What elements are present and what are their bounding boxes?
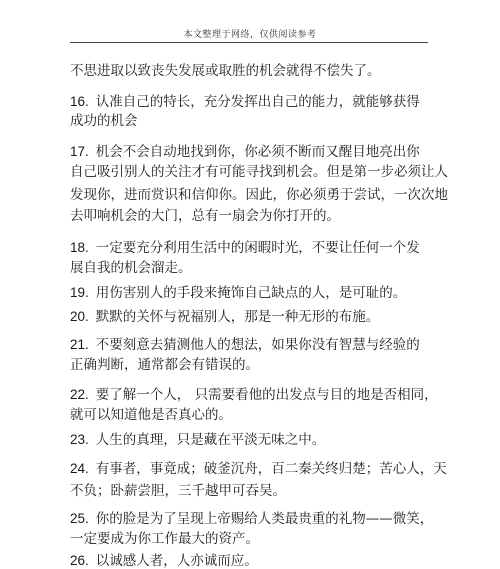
item-number: 16.	[70, 94, 89, 109]
paragraph-22-line: 就可以知道他是否真心的。	[70, 407, 232, 423]
paragraph-25-line: 25. 你的脸是为了呈现上帝赐给人类最贵重的礼物——微笑，	[70, 511, 434, 527]
paragraph-22-line: 22. 要了解一个人， 只需要看他的出发点与目的地是否相同，	[70, 387, 438, 403]
paragraph-line: 不思进取以致丧失发展或取胜的机会就得不偿失了。	[70, 63, 381, 79]
item-number: 20.	[70, 309, 89, 324]
paragraph-18-line: 展自我的机会溜走。	[70, 260, 192, 276]
paragraph-18-line: 18. 一定要充分利用生活中的闲暇时光，不要让任何一个发	[70, 240, 420, 256]
item-number: 21.	[70, 337, 89, 352]
paragraph-24-line: 不负；卧薪尝胆，三千越甲可吞吴。	[70, 483, 286, 499]
paragraph-17-line: 发现你，进而赏识和信仰你。因此，你必须勇于尝试，一次次地	[70, 187, 448, 203]
paragraph-24-line: 24. 有事者，事竟成；破釜沉舟，百二秦关终归楚；苦心人，天	[70, 461, 447, 477]
header-text: 本文整理于网络，仅供阅读参考	[183, 30, 317, 40]
item-number: 17.	[70, 144, 89, 159]
item-number: 25.	[70, 511, 89, 526]
item-number: 23.	[70, 432, 89, 447]
paragraph-17-line: 17. 机会不会自动地找到你，你必须不断而又醒目地亮出你	[70, 144, 420, 160]
paragraph-25-line: 一定要成为你工作最大的资产。	[70, 531, 259, 547]
paragraph-19-line: 19. 用伤害别人的手段来掩饰自己缺点的人，是可耻的。	[70, 285, 407, 301]
paragraph-23-line: 23. 人生的真理，只是藏在平淡无味之中。	[70, 432, 326, 448]
item-number: 22.	[70, 387, 89, 402]
paragraph-17-line: 自己吸引别人的关注才有可能寻找到机会。但是第一步必须让人	[70, 164, 448, 180]
item-number: 19.	[70, 285, 89, 300]
paragraph-21-line: 正确判断，通常都会有错误的。	[70, 357, 259, 373]
item-number: 24.	[70, 461, 89, 476]
item-number: 18.	[70, 240, 89, 255]
paragraph-21-line: 21. 不要刻意去猜测他人的想法，如果你没有智慧与经验的	[70, 337, 420, 353]
item-number: 26.	[70, 553, 89, 568]
paragraph-20-line: 20. 默默的关怀与祝福别人，那是一种无形的布施。	[70, 309, 380, 325]
paragraph-16-line: 16. 认准自己的特长，充分发挥出自己的能力，就能够获得	[70, 94, 420, 110]
paragraph-16-line: 成功的机会	[70, 113, 138, 129]
paragraph-17-line: 去叩响机会的大门，总有一扇会为你打开的。	[70, 208, 340, 224]
paragraph-26-line: 26. 以诚感人者，人亦诚而应。	[70, 553, 258, 569]
